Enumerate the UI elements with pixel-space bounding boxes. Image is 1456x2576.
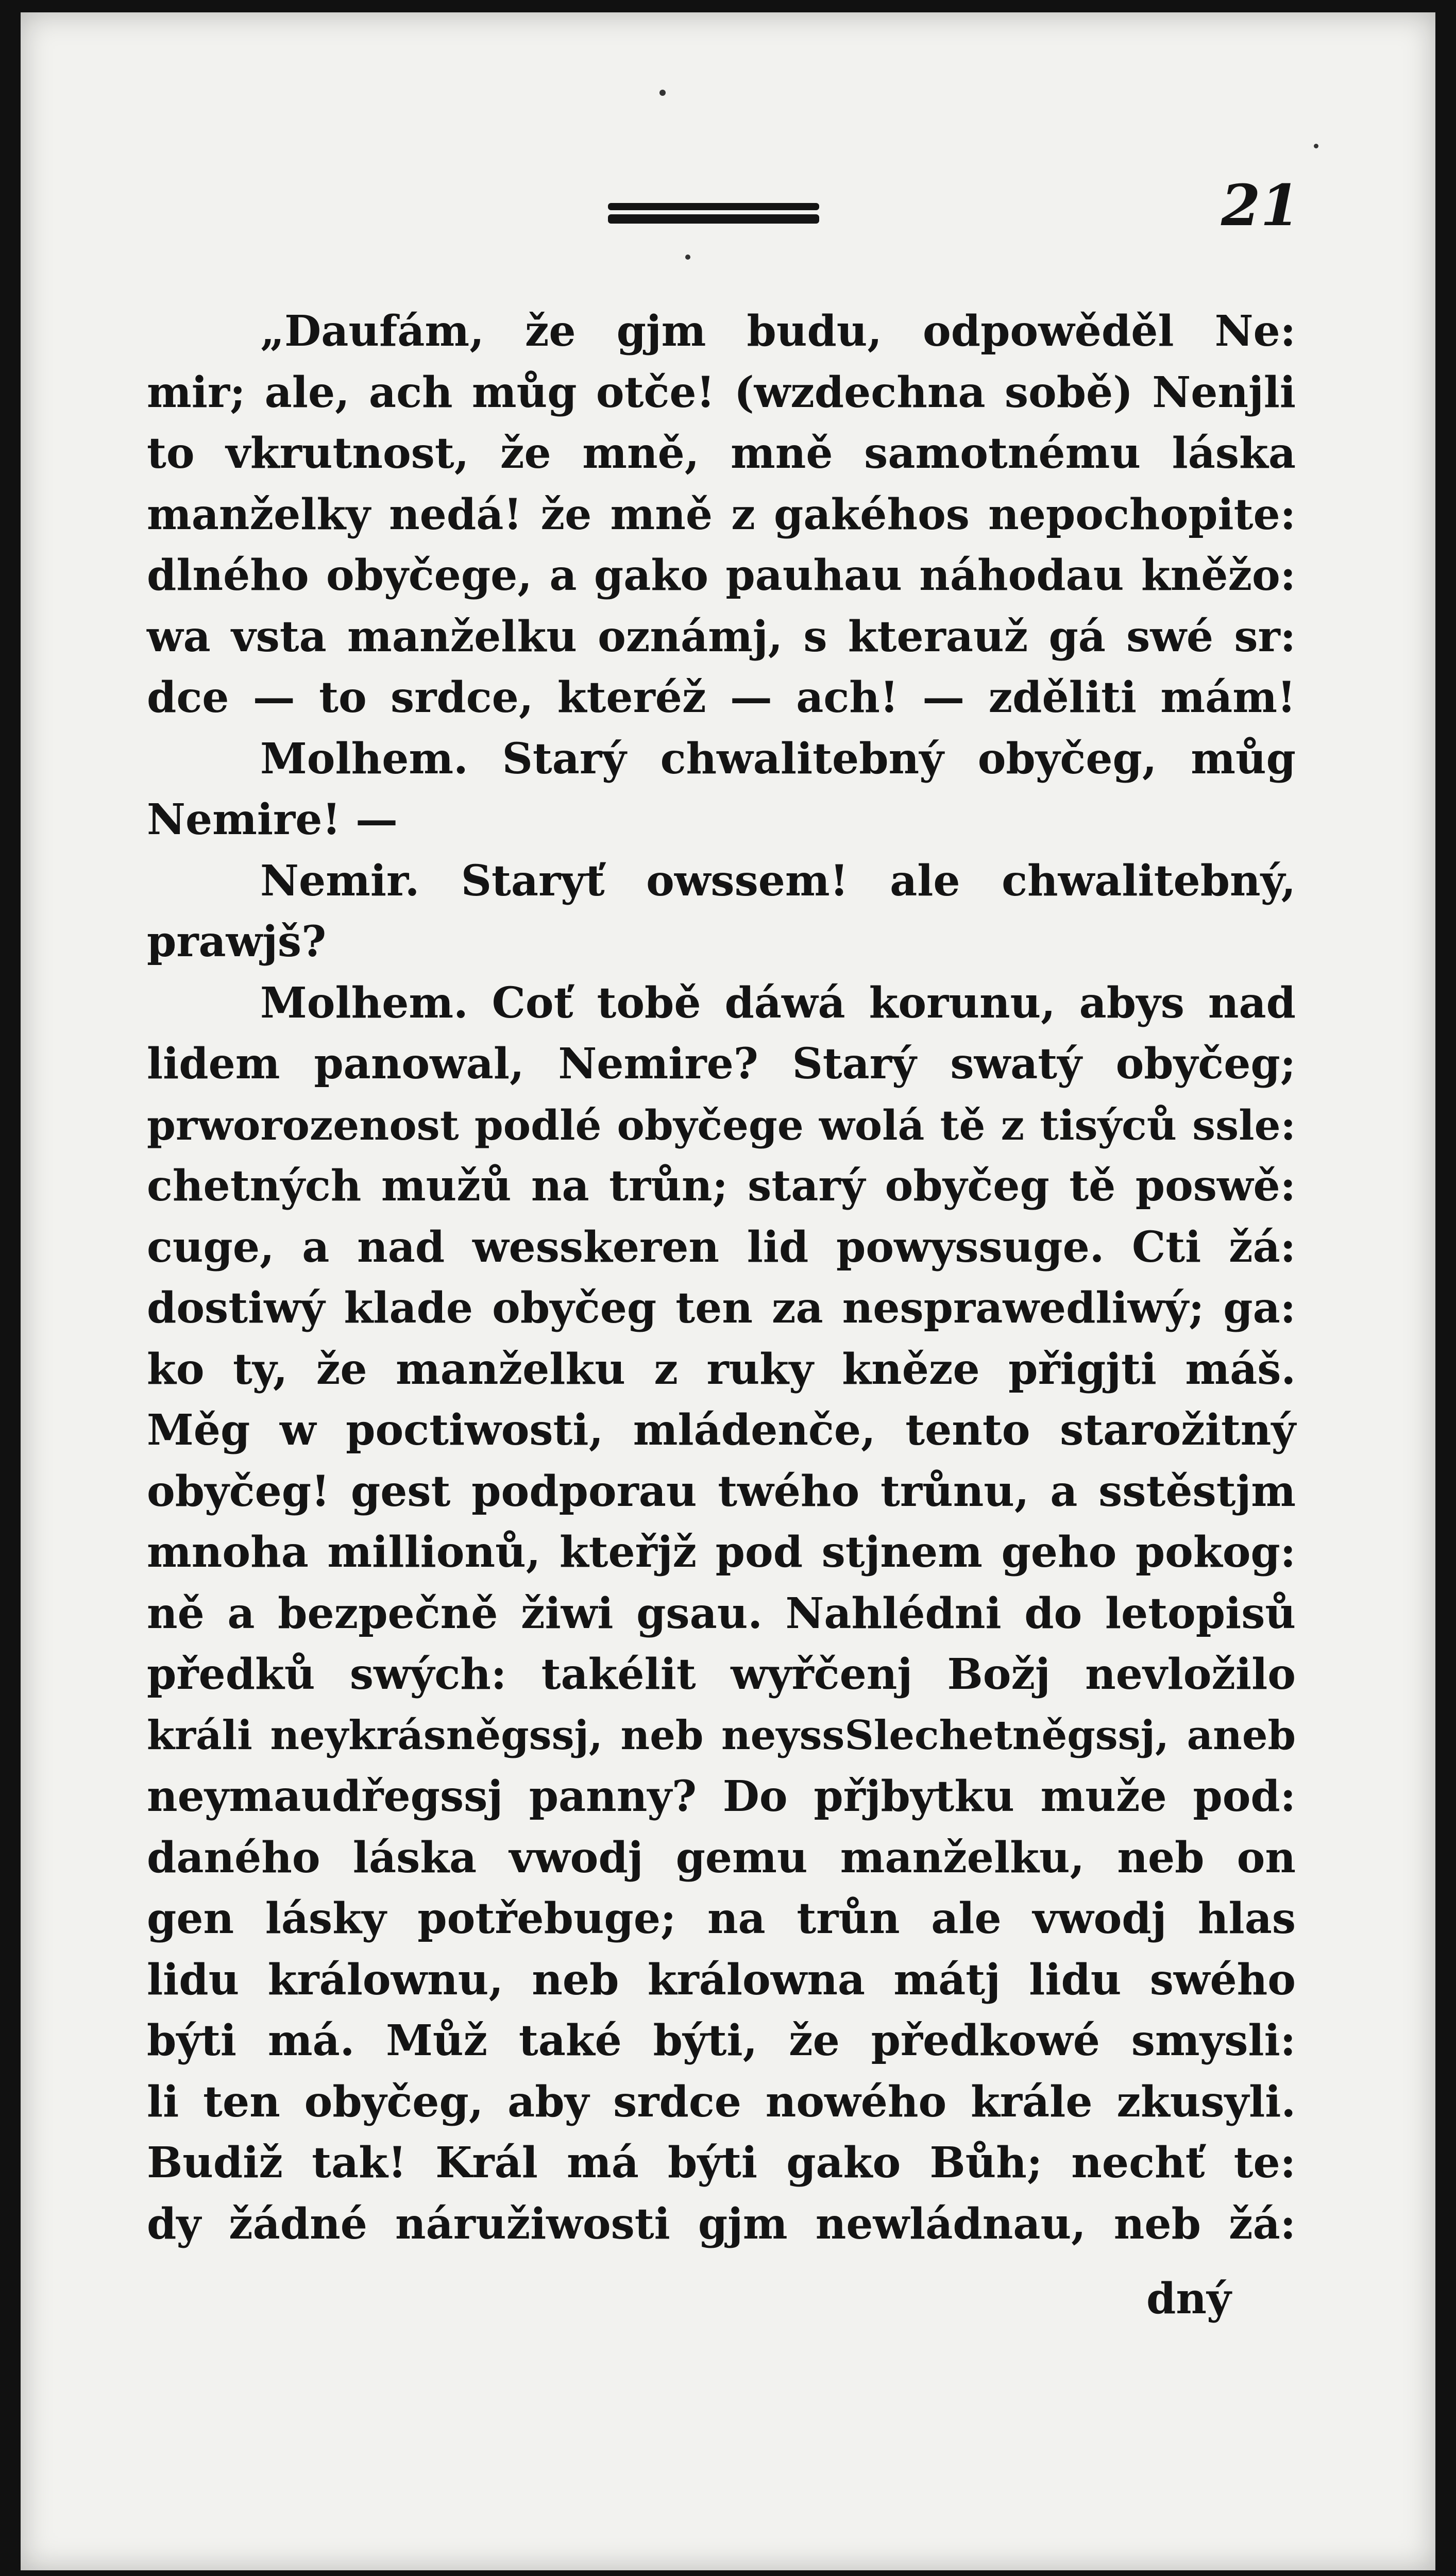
- text-line: králi neykrásněgssj, neb neyssSlechetněgssj, aneb: [147, 1711, 1296, 1759]
- text-line: to vkrutnost, že mně, mně samotnému láska: [147, 429, 1296, 478]
- text-line: obyčeg! gest podporau twého trůnu, a sstěstjm: [147, 1466, 1296, 1516]
- text-line: chetných mužů na trůn; starý obyčeg tě poswě:: [147, 1161, 1296, 1211]
- text-line: mir; ale, ach můg otče! (wzdechna sobě) Nenjli: [147, 367, 1296, 417]
- text-line: Nemir. Staryť owssem! ale chwalitebný,: [260, 856, 1296, 906]
- text-line: dce — to srdce, kteréž — ach! — zděliti mám!: [147, 673, 1296, 722]
- text-line: cuge, a nad wesskeren lid powyssuge. Cti žá:: [147, 1222, 1296, 1272]
- page-number: 21: [1221, 172, 1300, 239]
- text-line: li ten obyčeg, aby srdce nowého krále zkusyli.: [147, 2077, 1296, 2127]
- body-text: [147, 301, 1296, 2255]
- catchword: dný: [1146, 2274, 1231, 2324]
- text-line: „Daufám, že gjm budu, odpowěděl Ne:: [260, 307, 1296, 356]
- text-line: wa vsta manželku oznámj, s kterauž gá swé sr:: [147, 612, 1296, 662]
- book-page: [21, 12, 1435, 2570]
- text-line: prworozenost podlé obyčege wolá tě z tisýců ssle:: [147, 1100, 1296, 1149]
- text-line: prawjš?: [147, 917, 327, 967]
- text-line: lidu králownu, neb králowna mátj lidu swého: [147, 1955, 1296, 2005]
- ink-speck: [685, 255, 690, 260]
- text-line: ko ty, že manželku z ruky kněze přigjti máš.: [147, 1344, 1296, 1394]
- text-line: dostiwý klade obyčeg ten za nesprawedliwý; ga:: [147, 1283, 1296, 1333]
- text-line: lidem panowal, Nemire? Starý swatý obyčeg;: [147, 1039, 1296, 1089]
- text-line: ně a bezpečně žiwi gsau. Nahlédni do letopisů: [147, 1588, 1296, 1638]
- text-line: předků swých: takélit wyřčenj Božj nevložilo: [147, 1650, 1296, 1699]
- text-line: býti má. Můž také býti, že předkowé smysli:: [147, 2016, 1296, 2065]
- text-line: manželky nedá! že mně z gakéhos nepochopite:: [147, 489, 1296, 539]
- text-line: Měg w poctiwosti, mládenče, tento starožitný: [147, 1405, 1296, 1455]
- text-line: dlného obyčege, a gako pauhau náhodau kněžo:: [147, 551, 1296, 600]
- text-line: dy žádné náružiwosti gjm newládnau, neb žá:: [147, 2199, 1296, 2249]
- text-line: Budiž tak! Král má býti gako Bůh; nechť te:: [147, 2138, 1296, 2188]
- text-line: daného láska vwodj gemu manželku, neb on: [147, 1833, 1296, 1883]
- text-line: mnoha millionů, kteřjž pod stjnem geho pokog:: [147, 1528, 1296, 1577]
- ink-speck: [659, 90, 666, 96]
- text-line: Nemire! —: [147, 795, 398, 844]
- ink-speck: [1314, 144, 1318, 148]
- text-line: gen lásky potřebuge; na trůn ale vwodj hlas: [147, 1894, 1296, 1943]
- header-ornament-rule: [608, 203, 819, 226]
- text-line: neymaudřegssj panny? Do přjbytku muže pod:: [147, 1772, 1296, 1821]
- text-line: Molhem. Starý chwalitebný obyčeg, můg: [260, 734, 1296, 784]
- text-line: Molhem. Coť tobě dáwá korunu, abys nad: [260, 978, 1296, 1028]
